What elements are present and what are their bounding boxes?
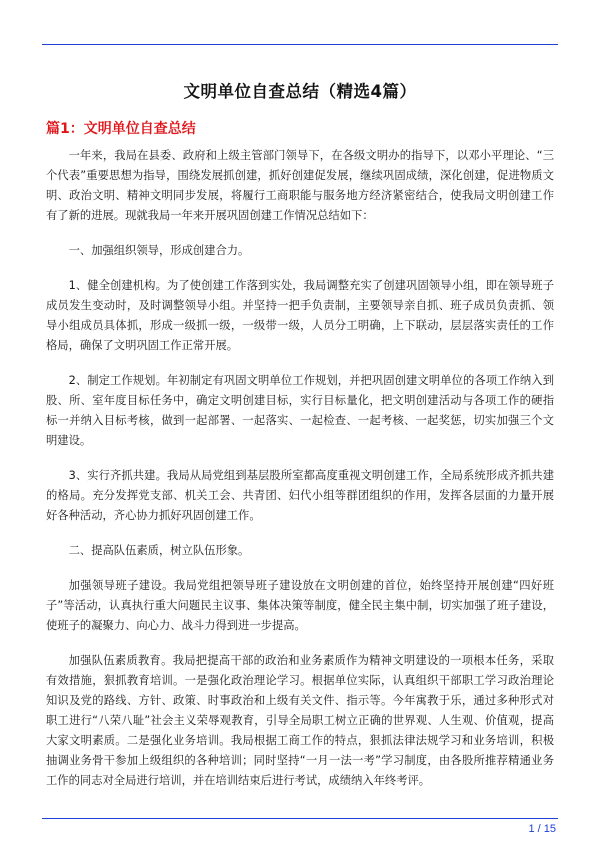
document-title: 文明单位自查总结（精选4篇） [183,82,417,101]
document-body [46,146,554,806]
paragraph-leadership: 加强领导班子建设。我局党组把领导班子建设放在文明创建的首位，始终坚持开展创建“四好班子”等活动，认真执行重大问题民主议事、集体决策等制度，健全民主集中制，切实加强了班子建设，使班子的凝聚力、向心力、战斗力得到进一步提高。 [46,579,554,632]
paragraph-item-2: 2、制定工作规划。年初制定有巩固文明单位工作规划，并把巩固创建文明单位的各项工作纳入到股、所、室年度目标任务中，确定文明创建目标，实行目标量化，把文明创建活动与各项工作的硬指标一并纳入目标考核，做到一起部署、一起落实、一起检查、一起考核、一起奖惩，切实加强三个文明建设。 [46,374,554,447]
paragraph-heading-1: 一、加强组织领导，形成创建合力。 [68,244,250,257]
header-rule [42,44,558,45]
page-indicator: 1 / 15 [528,823,556,835]
footer-rule [42,818,558,819]
paragraph-item-3: 3、实行齐抓共建。我局从局党组到基层股所室都高度重视文明创建工作，全局系统形成齐抓共建的格局。充分发挥党支部、机关工会、共青团、妇代小组等群团组织的作用，发挥各层面的力量开展好各种活动，齐心协力抓好巩固创建工作。 [46,469,554,522]
paragraph-intro: 一年来，我局在县委、政府和上级主管部门领导下，在各级文明办的指导下，以邓小平理论、“三个代表”重要思想为指导，围绕发展抓创建，抓好创建促发展，继续巩固成绩，深化创建，促进物质文明、政治文明、精神文明同步发展，将履行工商职能与服务地方经济紧密结合，使我局文明创建工作有了新的进展。现就我局一年来开展巩固创建工作情况总结如下： [46,149,554,222]
paragraph-item-1: 1、健全创建机构。为了使创建工作落到实处，我局调整充实了创建巩固领导小组，即在领导班子成员发生变动时，及时调整领导小组。并坚持一把手负责制，主要领导亲自抓、班子成员负责抓、领导小组成员具体抓，形成一级抓一级，一级带一级，人员分工明确，上下联动，层层落实责任的工作格局，确保了文明巩固工作正常开展。 [46,279,554,352]
paragraph-heading-2: 二、提高队伍素质，树立队伍形象。 [68,544,250,557]
section-heading: 篇1：文明单位自查总结 [46,121,196,137]
paragraph-education: 加强队伍素质教育。我局把提高干部的政治和业务素质作为精神文明建设的一项根本任务，采取有效措施，狠抓教育培训。一是强化政治理论学习。根据单位实际，认真组织干部职工学习政治理论知识及党的路线、方针、政策、时事政治和上级有关文件、指示等。今年寓教于乐，通过多种形式对职工进行“八荣八耻”社会主义荣辱观教育，引导全局职工树立正确的世界观、人生观、价值观，提高大家文明素质。二是强化业务培训。我局根据工商工作的特点，狠抓法律法规学习和业务培训，积极抽调业务骨干参加上级组织的各种培训；同时坚持“一月一法一考”学习制度，由各股所推荐精通业务工作的同志对全局进行培训，并在培训结束后进行考试，成绩纳入年终考评。 [46,654,554,787]
